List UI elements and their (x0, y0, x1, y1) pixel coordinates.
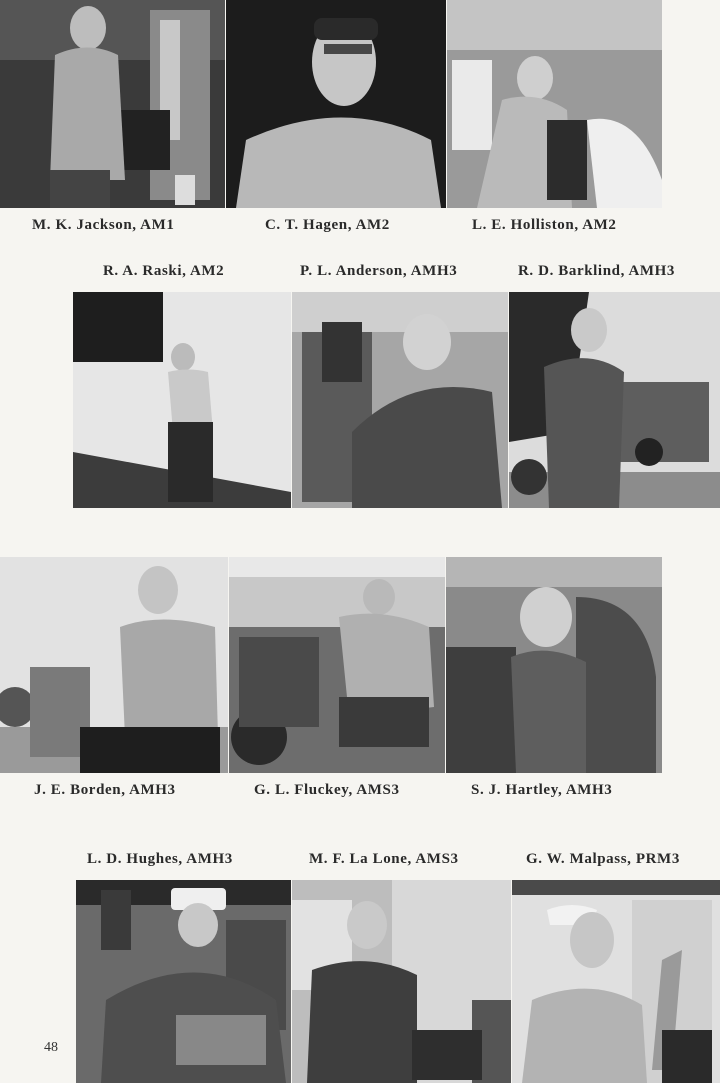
photo-hagen (226, 0, 446, 208)
caption-hughes: L. D. Hughes, AMH3 (87, 851, 233, 867)
caption-anderson: P. L. Anderson, AMH3 (300, 263, 458, 279)
photo-barklind (509, 292, 720, 508)
photo-lalone (292, 880, 511, 1083)
caption-fluckey: G. L. Fluckey, AMS3 (254, 782, 400, 798)
photo-holliston (447, 0, 662, 208)
caption-lalone: M. F. La Lone, AMS3 (309, 851, 459, 867)
photo-hartley (446, 557, 662, 773)
caption-borden: J. E. Borden, AMH3 (34, 782, 176, 798)
caption-malpass: G. W. Malpass, PRM3 (526, 851, 680, 867)
photo-raski (73, 292, 291, 508)
photo-jackson (0, 0, 225, 208)
caption-barklind: R. D. Barklind, AMH3 (518, 263, 676, 279)
caption-raski: R. A. Raski, AM2 (103, 263, 225, 279)
photo-malpass (512, 880, 720, 1083)
caption-holliston: L. E. Holliston, AM2 (472, 217, 617, 233)
caption-jackson: M. K. Jackson, AM1 (32, 217, 175, 233)
photo-anderson (292, 292, 508, 508)
caption-hartley: S. J. Hartley, AMH3 (471, 782, 613, 798)
photo-fluckey (229, 557, 445, 773)
photo-hughes (76, 880, 291, 1083)
page-number: 48 (44, 1040, 58, 1055)
caption-hagen: C. T. Hagen, AM2 (265, 217, 390, 233)
photo-borden (0, 557, 228, 773)
